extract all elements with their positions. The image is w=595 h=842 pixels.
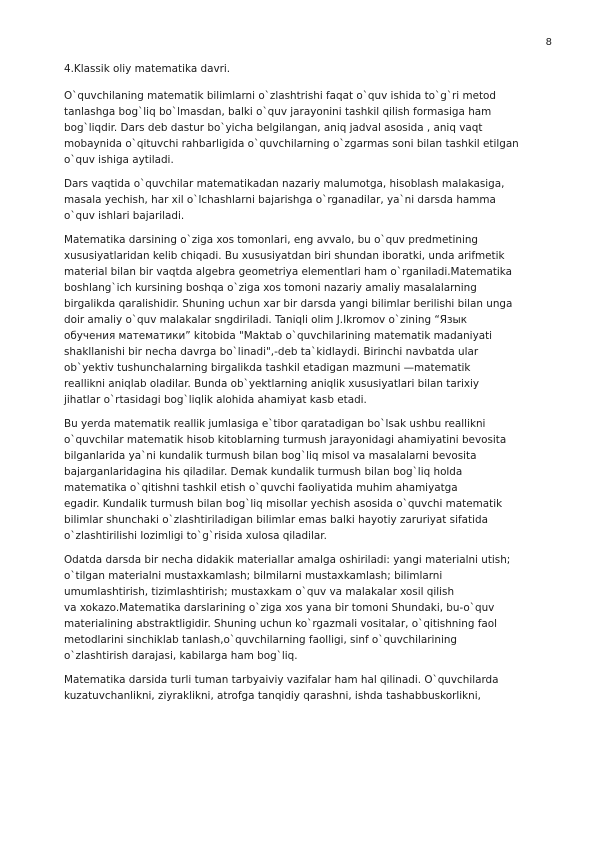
text-line: bilganlarida ya`ni kundalik turmush bilan bog`liq misol va masalalarni bevosita [64,450,477,462]
text-line: material bilan bir vaqtda algebra geometriya elementlari ham o`rganiladi.Matematika [64,266,513,278]
text-line: Odatda darsda bir necha didakik materiallar amalga oshiriladi: yangi materialni utish; [64,554,511,566]
text-line: reallikni aniqlab oladilar. Bunda ob`yektlarning aniqlik xususiyatlari bilan tarixiy [64,378,480,390]
section-heading: 4.Klassik oliy matematika davri. [64,63,231,75]
text-line: o`zlashtirilishi lozimligi to`g`risida xulosa qiladilar. [64,530,327,542]
text-line: o`quvchilar matematik hisob kitoblarning turmush jarayonidagi ahamiyatini bevosita [64,434,507,446]
text-line: xususiyatlaridan kelib chiqadi. Bu xususiyatdan biri shundan iboratki, unda arifmetik [64,250,505,262]
paragraph [64,416,559,544]
text-line: masala yechish, har xil o`lchashlarni bajarishga o`rganadilar, ya`ni darsda hamma [64,194,496,206]
text-line: boshlang`ich kursining boshqa o`ziga xos tomoni nazariy amaliy masalalarning [64,282,477,294]
text-line: обучения математики” kitobida "Maktab o`quvchilarining matematik madaniyati [64,330,493,342]
text-line: bog`liqdir. Dars deb dastur bo`yicha belgilangan, aniq jadval asosida , aniq vaqt [64,122,483,134]
text-line: bilimlar shunchaki o`zlashtiriladigan bilimlar emas balki hayotiy zaruriyat sifatida [64,514,488,526]
text-line: ob`yektiv tushunchalarning birgalikda tashkil etadigan mazmuni —matematik [64,362,471,374]
text-line: bajarganlaridagina his qiladilar. Demak kundalik turmush bilan bog`liq holda [64,466,463,478]
text-line: va xokazo.Matematika darslarining o`ziga xos yana bir tomoni Shundaki, bu-o`quv [64,602,495,614]
text-line: doir amaliy o`quv malakalar sngdiriladi. Taniqli olim J.Ikromov o`zining “Язык [64,314,467,326]
text-line: umumlashtirish, tizimlashtirish; mustaxkam o`quv va malakalar xosil qilish [64,586,455,598]
text-line: o`quv ishiga aytiladi. [64,154,174,166]
paragraph [64,232,559,408]
text-line: O`quvchilaning matematik bilimlarni o`zlashtrishi faqat o`quv ishida to`g`ri metod [64,90,497,102]
text-line: Bu yerda matematik reallik jumlasiga e`tibor qaratadigan bo`lsak ushbu reallikni [64,418,486,430]
text-line: metodlarini sinchiklab tanlash,o`quvchilarning faolligi, sinf o`quvchilarining [64,634,458,646]
paragraph [64,672,559,704]
text-line: mobaynida o`qituvchi rahbarligida o`quvchilarning o`zgarmas soni bilan tashkil etilgan [64,138,519,150]
text-line: tanlashga bog`liq bo`lmasdan, balki o`quv jarayonini tashkil qilish formasiga ham [64,106,492,118]
text-line: o`quv ishlari bajariladi. [64,210,185,222]
text-line: o`tilgan materialni mustaxkamlash; bilmilarni mustaxkamlash; bilimlarni [64,570,443,582]
document-body [64,62,559,712]
text-line: matematika o`qitishni tashkil etish o`quvchi faoliyatida muhim ahamiyatga [64,482,458,494]
text-line: materialining abstraktligidir. Shuning uchun ko`rgazmali vositalar, o`qitishning faol [64,618,498,630]
text-line: Dars vaqtida o`quvchilar matematikadan nazariy malumotga, hisoblash malakasiga, [64,178,505,190]
paragraph [64,552,559,664]
paragraph [64,176,559,224]
text-line: egadir. Kundalik turmush bilan bog`liq misollar yechish asosida o`quvchi matematik [64,498,503,510]
text-line: kuzatuvchanlikni, ziyraklikni, atrofga tanqidiy qarashni, ishda tashabbuskorlikni, [64,690,481,702]
text-line: jihatlar o`rtasidagi bog`liqlik alohida ahamiyat kasb etadi. [64,394,367,406]
text-line: o`zlashtirish darajasi, kabilarga ham bog`liq. [64,650,298,662]
text-line: Matematika darsining o`ziga xos tomonlari, eng avvalo, bu o`quv predmetining [64,234,479,246]
text-line: Matematika darsida turli tuman tarbyaiviy vazifalar ham hal qilinadi. O`quvchilarda [64,674,499,686]
page-number: 8 [545,37,552,48]
text-line: shakllanishi bir necha davrga bo`linadi",-deb ta`kidlaydi. Birinchi navbatda ular [64,346,479,358]
text-line: birgalikda qaralishidir. Shuning uchun xar bir darsda yangi bilimlar berilishi bilan unga [64,298,513,310]
paragraph [64,88,559,168]
